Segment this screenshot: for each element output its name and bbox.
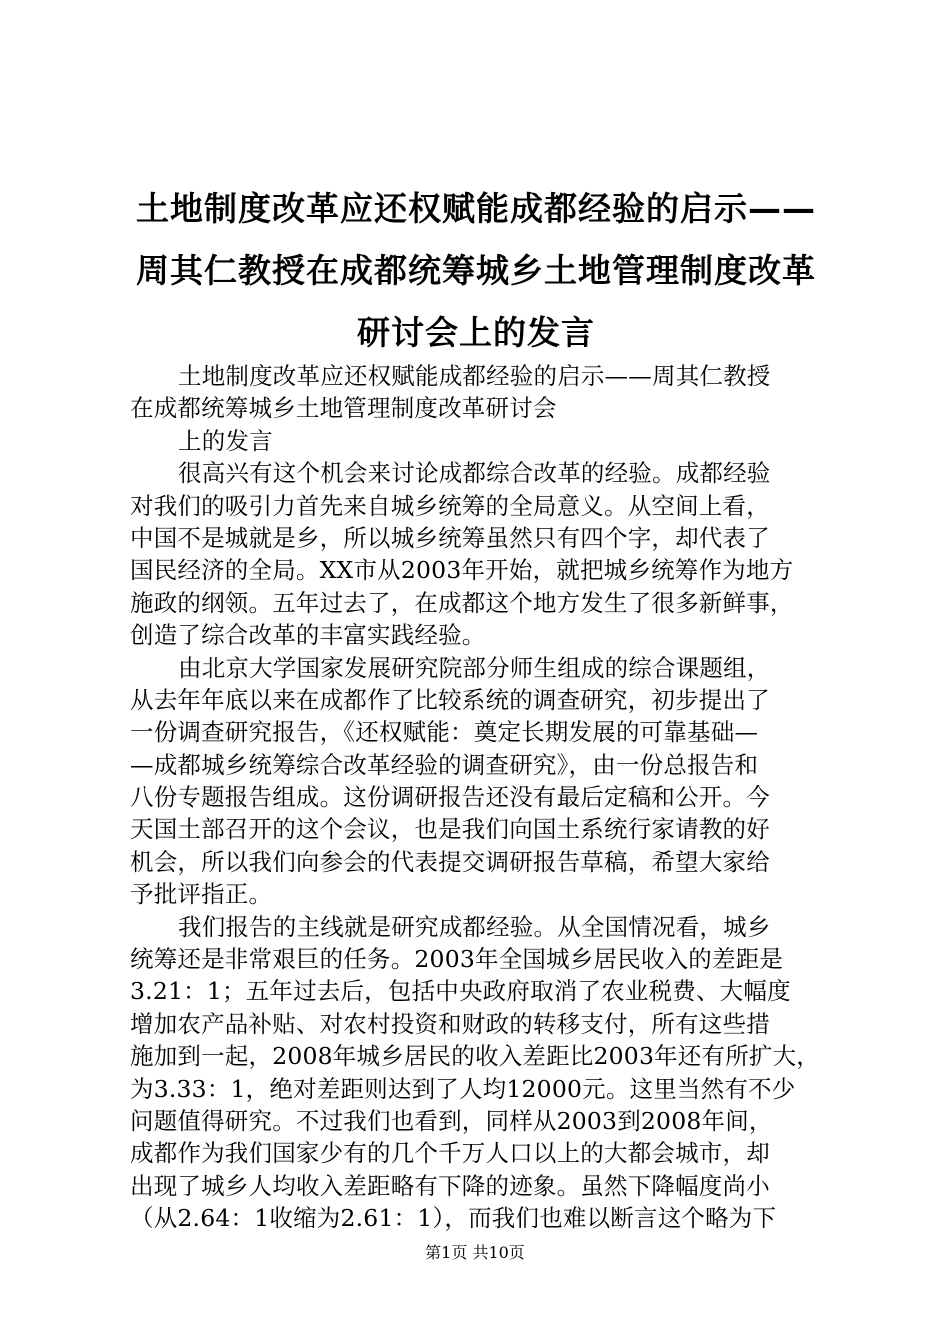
body-line: 土地制度改革应还权赋能成都经验的启示——周其仁教授 (178, 362, 771, 390)
body-line: 我们报告的主线就是研究成都经验。从全国情况看，城乡 (178, 912, 771, 941)
body-line: 中国不是城就是乡，所以城乡统筹虽然只有四个字，却代表了 (130, 523, 770, 552)
body-line: 施政的纲领。五年过去了，在成都这个地方发生了很多新鲜事， (130, 588, 794, 617)
body-line: （从2.64：1收缩为2.61：1），而我们也难以断言这个略为下 (130, 1204, 777, 1233)
body-line: 上的发言 (178, 426, 273, 455)
body-line: 对我们的吸引力首先来自城乡统筹的全局意义。从空间上看， (130, 491, 770, 520)
body-line: 统筹还是非常艰巨的任务。2003年全国城乡居民收入的差距是 (130, 945, 784, 974)
body-line: 由北京大学国家发展研究院部分师生组成的综合课题组， (178, 653, 771, 682)
body-line: 很高兴有这个机会来讨论成都综合改革的经验。成都经验 (178, 459, 771, 488)
body-line: 出现了城乡人均收入差距略有下降的迹象。虽然下降幅度尚小 (130, 1171, 770, 1200)
title-line: 土地制度改革应还权赋能成都经验的启示—— (136, 189, 816, 228)
body-line: 增加农产品补贴、对农村投资和财政的转移支付，所有这些措 (130, 1009, 770, 1038)
page-footer: 第1页 共10页 (425, 1243, 525, 1262)
body-line: 为3.33：1，绝对差距则达到了人均12000元。这里当然有不少 (130, 1074, 796, 1103)
body-line: 3.21：1；五年过去后，包括中央政府取消了农业税费、大幅度 (130, 977, 791, 1006)
title-line: 周其仁教授在成都统筹城乡土地管理制度改革 (136, 251, 816, 290)
body-line: 八份专题报告组成。这份调研报告还没有最后定稿和公开。今 (130, 783, 770, 812)
body-line: 天国土部召开的这个会议，也是我们向国土系统行家请教的好 (130, 815, 770, 844)
document-body (130, 360, 830, 1235)
document-title (120, 178, 832, 364)
body-line: 从去年年底以来在成都作了比较系统的调查研究，初步提出了 (130, 685, 770, 714)
body-line: 国民经济的全局。XX市从2003年开始，就把城乡统筹作为地方 (130, 556, 794, 585)
body-line: 成都作为我们国家少有的几个千万人口以上的大都会城市，却 (130, 1139, 770, 1168)
body-line: 问题值得研究。不过我们也看到，同样从2003到2008年间， (130, 1106, 773, 1135)
body-line: 在成都统筹城乡土地管理制度改革研讨会 (130, 394, 557, 423)
body-line: 机会，所以我们向参会的代表提交调研报告草稿，希望大家给 (130, 847, 770, 876)
body-line: 一份调查研究报告，《还权赋能：奠定长期发展的可靠基础— (130, 718, 759, 747)
title-line: 研讨会上的发言 (357, 313, 595, 352)
body-line: —成都城乡统筹综合改革经验的调查研究》，由一份总报告和 (130, 750, 759, 779)
body-line: 创造了综合改革的丰富实践经验。 (130, 621, 486, 650)
body-line: 予批评指正。 (130, 880, 273, 909)
body-line: 施加到一起，2008年城乡居民的收入差距比2003年还有所扩大， (130, 1042, 821, 1071)
